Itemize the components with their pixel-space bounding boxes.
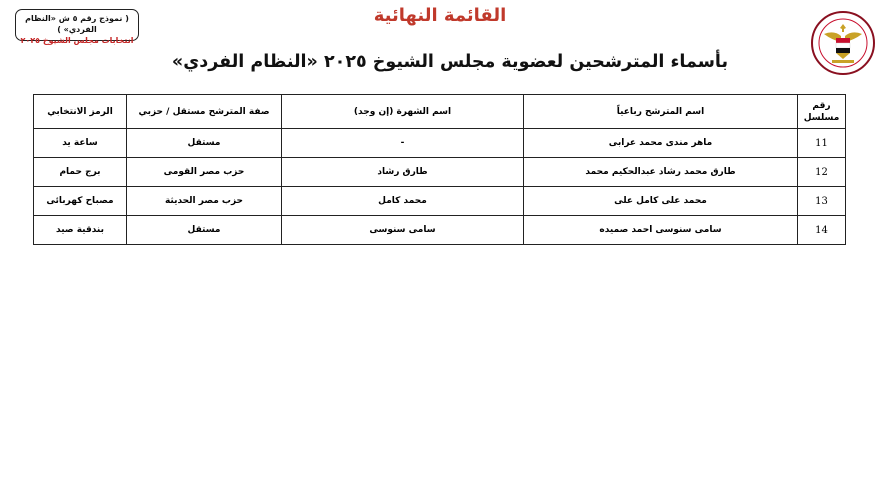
cell-symbol: بندقية صيد bbox=[34, 216, 127, 245]
egypt-eagle-emblem-icon bbox=[810, 10, 876, 76]
table-row bbox=[34, 158, 846, 187]
cell-candidate-type: مستقل bbox=[127, 129, 282, 158]
cell-symbol: برج حمام bbox=[34, 158, 127, 187]
header-symbol: الرمز الانتخابي bbox=[34, 95, 127, 129]
candidates-table bbox=[33, 94, 846, 245]
table-row bbox=[34, 129, 846, 158]
page-subtitle: بأسماء المترشحين لعضوية مجلس الشيوخ ٢٠٢٥ «النظام الفردي» bbox=[171, 52, 729, 72]
cell-name: محمد على كامل على bbox=[524, 187, 798, 216]
cell-serial: 14 bbox=[798, 216, 846, 245]
nea-logo bbox=[810, 10, 876, 76]
form-number-box bbox=[15, 9, 139, 45]
final-list-title: القائمة النهائية bbox=[373, 5, 507, 26]
header-fame-name: اسم الشهرة (إن وجد) bbox=[282, 95, 524, 129]
table-row bbox=[34, 187, 846, 216]
cell-serial: 11 bbox=[798, 129, 846, 158]
header-serial: رقم مسلسل bbox=[798, 95, 846, 129]
cell-fame-name: طارق رشاد bbox=[282, 158, 524, 187]
cell-name: سامى سنوسى احمد صميده bbox=[524, 216, 798, 245]
cell-candidate-type: حزب مصر القومى bbox=[127, 158, 282, 187]
cell-fame-name: - bbox=[282, 129, 524, 158]
cell-candidate-type: حزب مصر الحديثة bbox=[127, 187, 282, 216]
cell-fame-name: سامى سنوسى bbox=[282, 216, 524, 245]
cell-name: ماهر مندى محمد عرابى bbox=[524, 129, 798, 158]
cell-serial: 13 bbox=[798, 187, 846, 216]
cell-serial: 12 bbox=[798, 158, 846, 187]
cell-name: طارق محمد رشاد عبدالحكيم محمد bbox=[524, 158, 798, 187]
header-name: اسم المترشح رباعياً bbox=[524, 95, 798, 129]
cell-fame-name: محمد كامل bbox=[282, 187, 524, 216]
table-row bbox=[34, 216, 846, 245]
header-candidate-type: صفة المترشح مستقل / حزبي bbox=[127, 95, 282, 129]
election-label: انتخابات مجلس الشيوخ ٢٠٢٥ bbox=[20, 36, 134, 45]
form-number-label: ( نموذج رقم ٥ ش «النظام الفردي» ) bbox=[25, 14, 129, 34]
cell-candidate-type: مستقل bbox=[127, 216, 282, 245]
cell-symbol: مصباح كهربائى bbox=[34, 187, 127, 216]
cell-symbol: ساعة يد bbox=[34, 129, 127, 158]
table-header-row bbox=[34, 95, 846, 129]
